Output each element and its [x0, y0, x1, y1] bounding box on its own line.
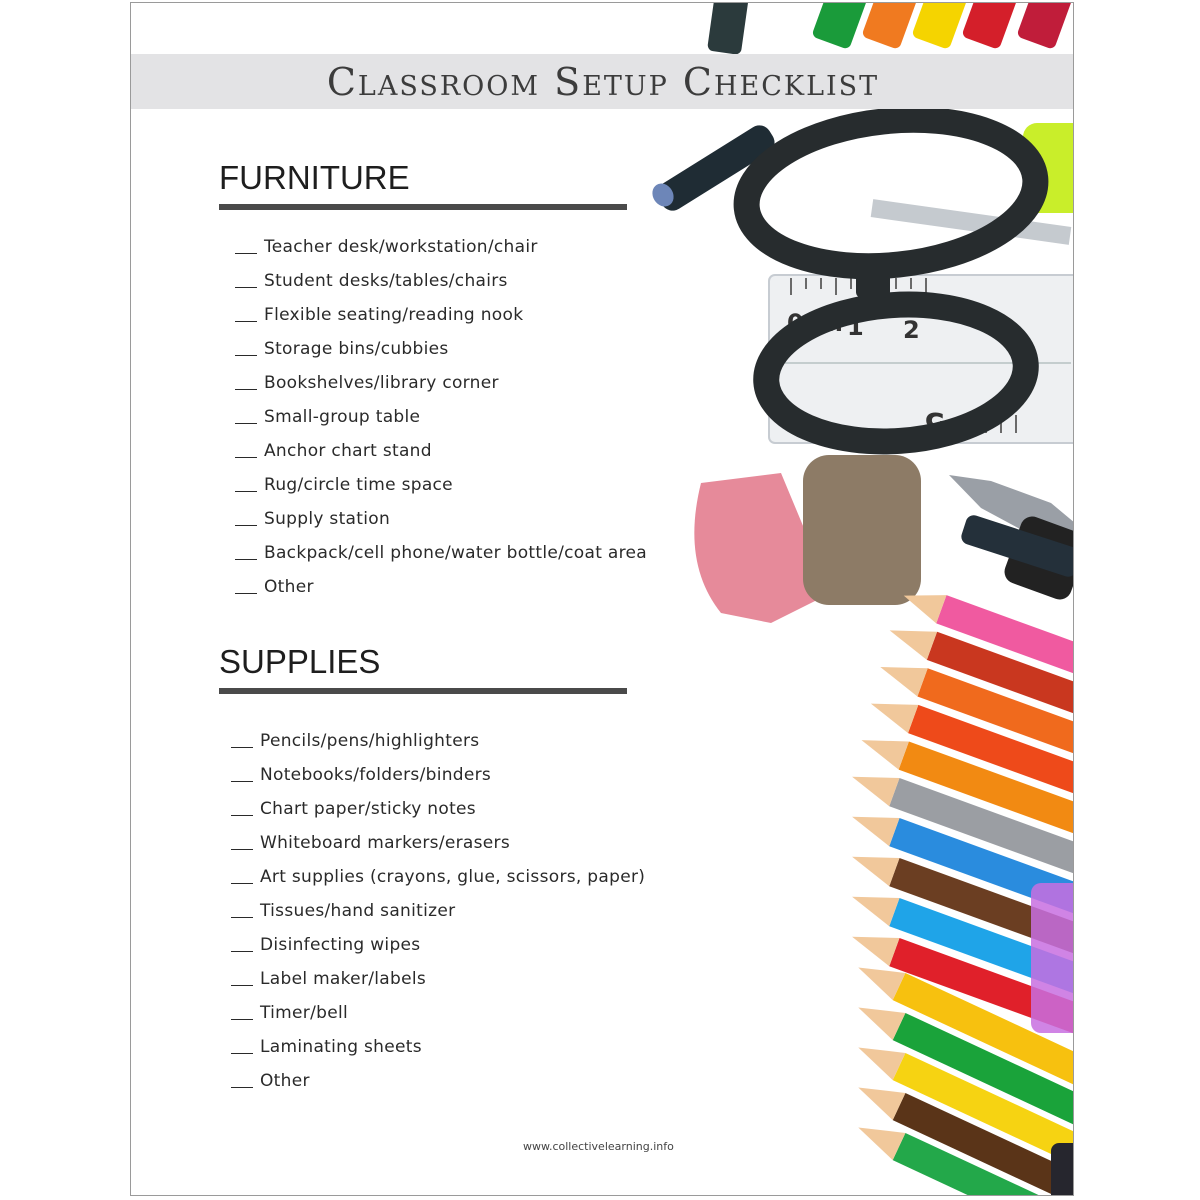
list-item-label: Disinfecting wipes: [260, 935, 421, 955]
list-item-label: Storage bins/cubbies: [264, 339, 449, 359]
list-item: [231, 758, 645, 792]
check-blank[interactable]: [231, 1001, 253, 1020]
list-item: [231, 792, 645, 826]
list-item: [235, 366, 647, 400]
list-item-label: Pencils/pens/highlighters: [260, 731, 480, 751]
checklist-page: [130, 2, 1074, 1196]
check-blank[interactable]: [235, 507, 257, 526]
check-blank[interactable]: [231, 831, 253, 850]
furniture-list: [235, 230, 647, 604]
list-item: [231, 1064, 645, 1098]
page-title: Classroom Setup Checklist: [326, 59, 880, 104]
list-item: [231, 962, 645, 996]
list-item: [235, 536, 647, 570]
list-item-label: Whiteboard markers/erasers: [260, 833, 510, 853]
section-heading-supplies: SUPPLIES: [219, 643, 381, 680]
list-item: [231, 826, 645, 860]
list-item-label: Notebooks/folders/binders: [260, 765, 492, 785]
check-blank[interactable]: [231, 1069, 253, 1088]
list-item: [231, 894, 645, 928]
list-item-label: Timer/bell: [260, 1003, 349, 1023]
check-blank[interactable]: [235, 235, 257, 254]
ruler-label-two: 2: [903, 316, 920, 344]
check-blank[interactable]: [231, 729, 253, 748]
list-item-label: Supply station: [264, 509, 391, 529]
check-blank[interactable]: [235, 473, 257, 492]
check-blank[interactable]: [235, 371, 257, 390]
ruler-label-zero: 0cm: [787, 309, 843, 337]
list-item-label: Tissues/hand sanitizer: [260, 901, 456, 921]
check-blank[interactable]: [235, 575, 257, 594]
list-item: [235, 502, 647, 536]
list-item-label: Bookshelves/library corner: [264, 373, 499, 393]
list-item: [235, 332, 647, 366]
check-blank[interactable]: [235, 439, 257, 458]
list-item-label: Teacher desk/workstation/chair: [264, 237, 538, 257]
supplies-list: [231, 724, 645, 1098]
title-band: [131, 54, 1074, 109]
check-blank[interactable]: [231, 865, 253, 884]
list-item: [235, 468, 647, 502]
check-blank[interactable]: [235, 405, 257, 424]
list-item-label: Other: [260, 1071, 310, 1091]
school-supplies-illustration: [631, 3, 1074, 1196]
eraser-icon: [803, 455, 921, 605]
list-item: [235, 264, 647, 298]
list-item-label: Other: [264, 577, 314, 597]
list-item: [231, 1030, 645, 1064]
list-item: [235, 230, 647, 264]
list-item-label: Backpack/cell phone/water bottle/coat area: [264, 543, 647, 563]
footer-url[interactable]: www.collectivelearning.info: [523, 1140, 674, 1153]
list-item-label: Chart paper/sticky notes: [260, 799, 476, 819]
list-item: [235, 298, 647, 332]
check-blank[interactable]: [235, 541, 257, 560]
list-item-label: Flexible seating/reading nook: [264, 305, 524, 325]
list-item-label: Student desks/tables/chairs: [264, 271, 508, 291]
ruler-label-five: 5: [924, 405, 945, 440]
check-blank[interactable]: [231, 1035, 253, 1054]
check-blank[interactable]: [235, 303, 257, 322]
ruler-label-one: 1: [847, 313, 864, 341]
check-blank[interactable]: [231, 899, 253, 918]
list-item: [231, 996, 645, 1030]
check-blank[interactable]: [235, 269, 257, 288]
check-blank[interactable]: [231, 797, 253, 816]
list-item-label: Label maker/labels: [260, 969, 427, 989]
list-item: [235, 434, 647, 468]
list-item: [231, 724, 645, 758]
list-item-label: Art supplies (crayons, glue, scissors, paper): [260, 867, 646, 887]
section-heading-furniture: FURNITURE: [219, 159, 410, 196]
list-item-label: Rug/circle time space: [264, 475, 453, 495]
check-blank[interactable]: [235, 337, 257, 356]
check-blank[interactable]: [231, 967, 253, 986]
list-item-label: Small-group table: [264, 407, 421, 427]
crayons-icon: [707, 3, 1074, 55]
check-blank[interactable]: [231, 763, 253, 782]
list-item: [231, 860, 645, 894]
list-item: [231, 928, 645, 962]
check-blank[interactable]: [231, 933, 253, 952]
section-rule-furniture: [219, 204, 627, 210]
list-item: [235, 400, 647, 434]
list-item-label: Anchor chart stand: [264, 441, 432, 461]
sharpener-icon: [1031, 883, 1074, 1033]
section-rule-supplies: [219, 688, 627, 694]
list-item: [235, 570, 647, 604]
list-item-label: Laminating sheets: [260, 1037, 422, 1057]
